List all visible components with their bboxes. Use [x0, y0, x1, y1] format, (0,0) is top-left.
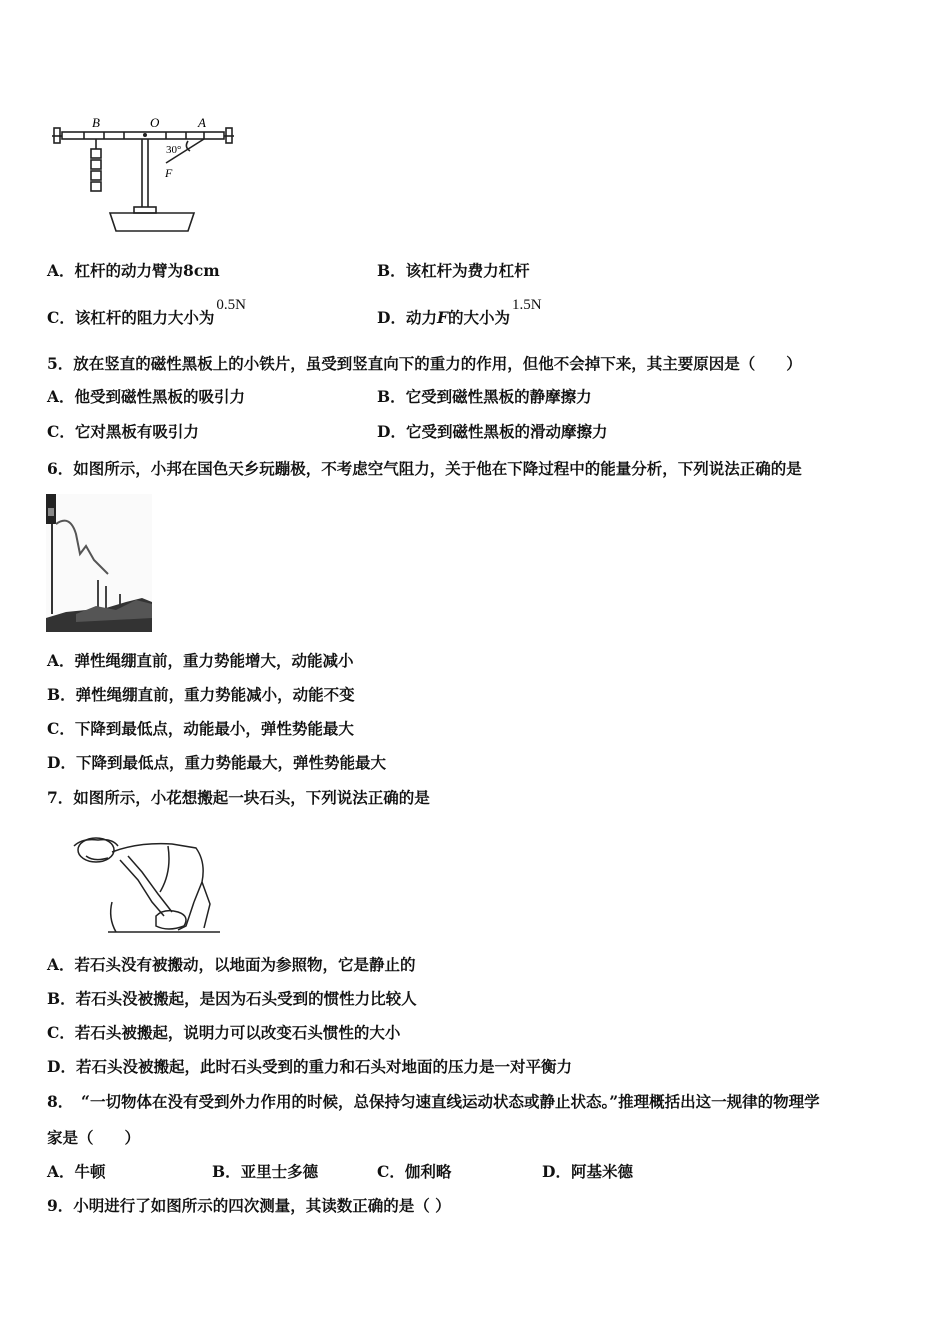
q8-option-c[interactable]: C．伽利略 [377, 1162, 452, 1181]
q4-option-d[interactable]: D．动力F的大小为1.5N [377, 297, 542, 327]
q7-option-d[interactable]: D．若石头没被搬起，此时石头受到的重力和石头对地面的压力是一对平衡力 [47, 1057, 572, 1076]
q4-option-c[interactable]: C．该杠杆的阻力大小为0.5N [47, 297, 246, 327]
q7-option-c[interactable]: C．若石头被搬起，说明力可以改变石头惯性的大小 [47, 1023, 401, 1042]
label-f: F [165, 166, 173, 180]
q4-option-a[interactable]: A．杠杆的动力臂为8cm [47, 261, 220, 280]
q8-option-a[interactable]: A．牛顿 [47, 1162, 106, 1181]
q4-option-c-value: 0.5N [216, 297, 246, 313]
q6-stem: 6．如图所示，小邦在国色天乡玩蹦极，不考虑空气阻力，关于他在下降过程中的能量分析，下列说法正确的是 [47, 459, 802, 478]
label-o: O [150, 115, 160, 130]
q7-option-b[interactable]: B．若石头没被搬起，是因为石头受到的惯性力比较人 [47, 989, 417, 1008]
lifting-rock-figure [68, 832, 224, 936]
q7-stem: 7．如图所示，小花想搬起一块石头，下列说法正确的是 [47, 788, 430, 807]
label-b: B [92, 115, 100, 130]
q4-option-b[interactable]: B．该杠杆为费力杠杆 [377, 261, 530, 280]
q5-option-c[interactable]: C．它对黑板有吸引力 [47, 422, 199, 441]
q9-stem: 9．小明进行了如图所示的四次测量，其读数正确的是（ ） [47, 1196, 451, 1215]
q8-stem-line2: 家是（ ） [47, 1128, 141, 1147]
q7-option-a[interactable]: A．若石头没有被搬动，以地面为参照物，它是静止的 [47, 955, 416, 974]
q6-option-a[interactable]: A．弹性绳绷直前，重力势能增大，动能减小 [47, 651, 354, 670]
q6-option-d[interactable]: D．下降到最低点，重力势能最大，弹性势能最大 [47, 753, 386, 772]
q8-option-b[interactable]: B．亚里士多德 [212, 1162, 319, 1181]
q6-option-b[interactable]: B．弹性绳绷直前，重力势能减小，动能不变 [47, 685, 355, 704]
q6-option-c[interactable]: C．下降到最低点，动能最小，弹性势能最大 [47, 719, 354, 738]
q8-option-d[interactable]: D．阿基米德 [542, 1162, 633, 1181]
q5-option-b[interactable]: B．它受到磁性黑板的静摩擦力 [377, 387, 592, 406]
q5-stem: 5．放在竖直的磁性黑板上的小铁片，虽受到竖直向下的重力的作用，但他不会掉下来，其主要原因是（ ） [47, 354, 802, 373]
q5-option-a[interactable]: A．他受到磁性黑板的吸引力 [47, 387, 246, 406]
label-angle: 30° [166, 144, 182, 156]
q5-option-d[interactable]: D．它受到磁性黑板的滑动摩擦力 [377, 422, 608, 441]
bungee-photo [46, 494, 152, 632]
lever-figure [48, 115, 248, 233]
q8-stem-line1: 8． “一切物体在没有受到外力作用的时候，总保持匀速直线运动状态或静止状态。”推理概括出这一规律的物理学 [47, 1092, 820, 1111]
label-a: A [198, 115, 206, 130]
q4-option-d-value: 1.5N [512, 297, 542, 313]
